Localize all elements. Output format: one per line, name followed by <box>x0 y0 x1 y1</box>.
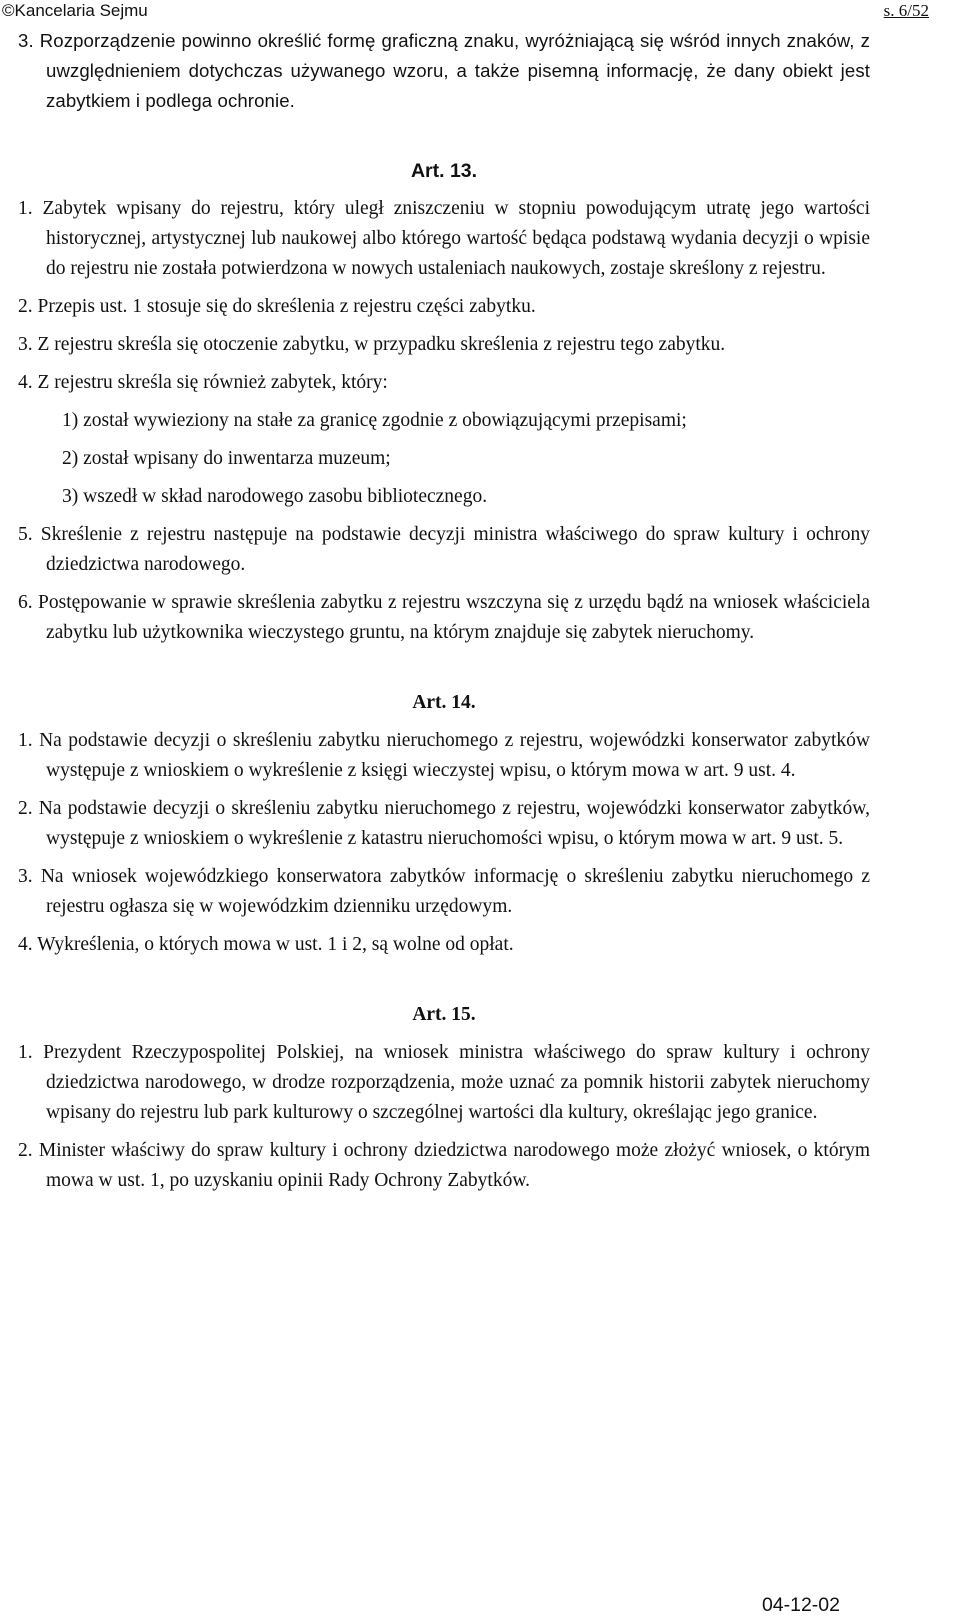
art14-paragraph-2: 2. Na podstawie decyzji o skreśleniu zabytku nieruchomego z rejestru, wojewódzki konserwator zabytków, występuje z wnioskiem o wykreślenie z katastru nieruchomości wpisu, o którym mowa w art. 9 ust. 5. <box>18 798 870 849</box>
art13-paragraph-2: 2. Przepis ust. 1 stosuje się do skreślenia z rejestru części zabytku. <box>18 296 536 317</box>
art12-paragraph-3: 3. Rozporządzenie powinno określić formę graficzną znaku, wyróżniającą się wśród innych znaków, z uwzględnieniem dotychczas używanego wzoru, a także pisemną informację, że dany obiekt jest zabytkiem i podlega ochronie. <box>18 30 870 111</box>
art13-paragraph-1: 1. Zabytek wpisany do rejestru, który uległ zniszczeniu w stopniu powodującym utratę jego wartości historycznej, artystycznej lub naukowej albo którego wartość będąca podstawą wydania decyzji o wpisie do rejestru nie została potwierdzona w nowych ustaleniach naukowych, zostaje skreślony z rejestru. <box>18 198 870 279</box>
art15-paragraph-2: 2. Minister właściwy do spraw kultury i ochrony dziedzictwa narodowego może złożyć wniosek, o którym mowa w ust. 1, po uzyskaniu opinii Rady Ochrony Zabytków. <box>18 1140 870 1191</box>
art13-paragraph-6: 6. Postępowanie w sprawie skreślenia zabytku z rejestru wszczyna się z urzędu bądź na wniosek właściciela zabytku lub użytkownika wieczystego gruntu, na którym znajduje się zabytek nieruchomy. <box>18 592 870 643</box>
art15-title: Art. 15. <box>412 1004 476 1025</box>
page-header <box>0 0 960 22</box>
art13-paragraph-4: 4. Z rejestru skreśla się również zabytek, który: <box>18 372 388 393</box>
art13-point-3: 3) wszedł w skład narodowego zasobu bibliotecznego. <box>62 486 488 507</box>
page-number: s. 6/52 <box>883 1 929 20</box>
art13-paragraph-5: 5. Skreślenie z rejestru następuje na podstawie decyzji ministra właściwego do spraw kultury i ochrony dziedzictwa narodowego. <box>18 524 870 575</box>
document-date: 04-12-02 <box>761 1594 840 1616</box>
document-body <box>18 26 870 1204</box>
art13-paragraph-3: 3. Z rejestru skreśla się otoczenie zabytku, w przypadku skreślenia z rejestru tego zabytku. <box>18 334 726 355</box>
art14-paragraph-4: 4. Wykreślenia, o których mowa w ust. 1 i 2, są wolne od opłat. <box>18 934 514 955</box>
copyright-label: ©Kancelaria Sejmu <box>2 1 148 20</box>
art14-paragraph-3: 3. Na wniosek wojewódzkiego konserwatora zabytków informację o skreśleniu zabytku nieruchomego z rejestru ogłasza się w wojewódzkim dzienniku urzędowym. <box>18 866 870 917</box>
art13-point-2: 2) został wpisany do inwentarza muzeum; <box>62 448 391 469</box>
art14-title: Art. 14. <box>412 692 476 713</box>
art15-paragraph-1: 1. Prezydent Rzeczypospolitej Polskiej, na wniosek ministra właściwego do spraw kultury i ochrony dziedzictwa narodowego, w drodze rozporządzenia, może uznać za pomnik historii zabytek nieruchomy wpisany do rejestru lub park kulturowy o szczególnej wartości dla kultury, określając jego granice. <box>18 1042 870 1123</box>
art13-title: Art. 13. <box>410 160 478 182</box>
art14-paragraph-1: 1. Na podstawie decyzji o skreśleniu zabytku nieruchomego z rejestru, wojewódzki konserwator zabytków występuje z wnioskiem o wykreślenie z księgi wieczystej wpisu, o którym mowa w art. 9 ust. 4. <box>18 730 870 781</box>
art13-point-1: 1) został wywieziony na stałe za granicę zgodnie z obowiązującymi przepisami; <box>62 410 687 431</box>
